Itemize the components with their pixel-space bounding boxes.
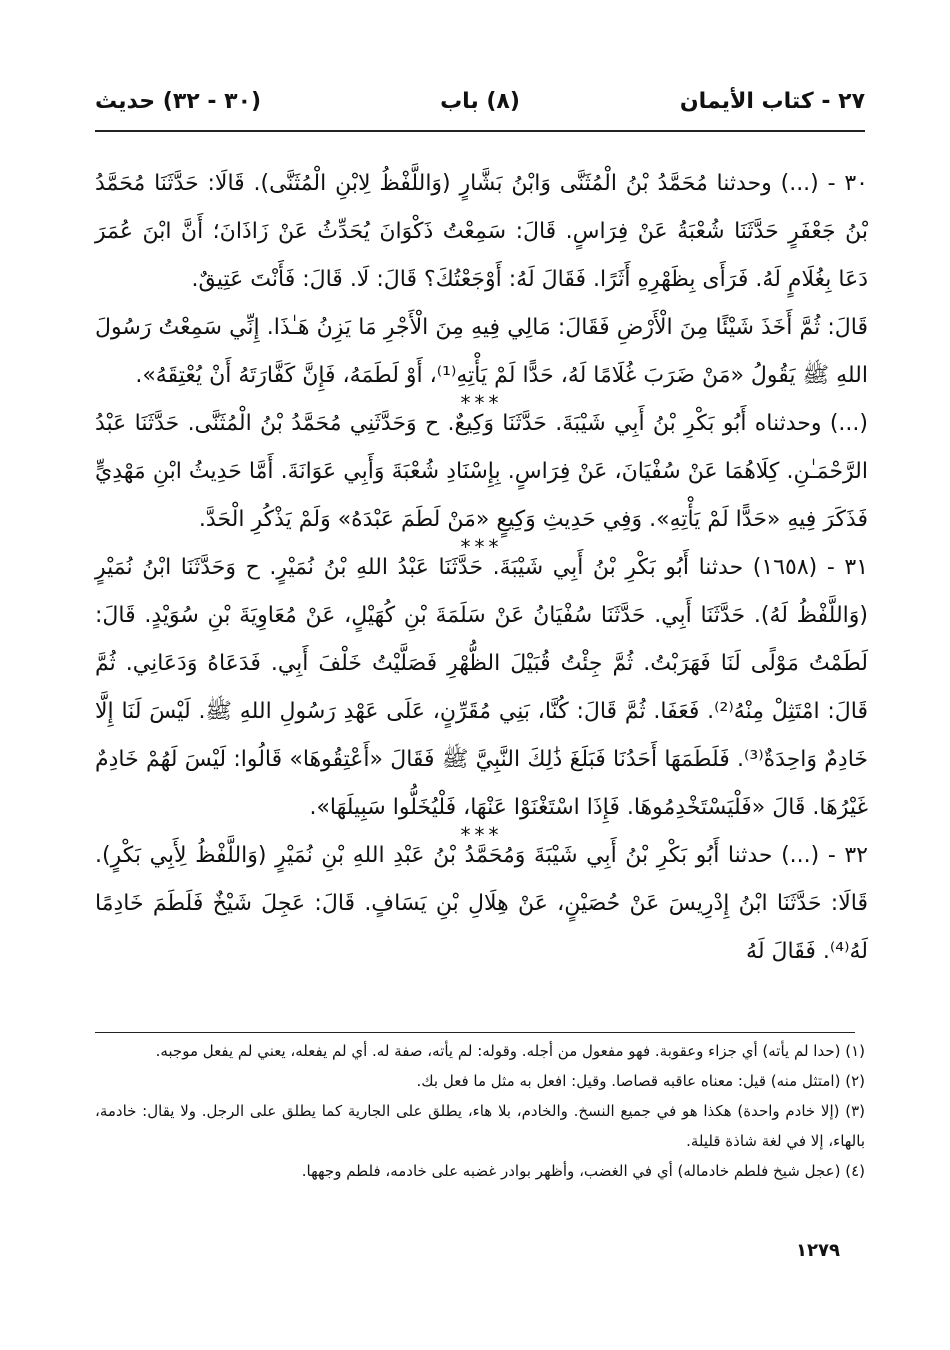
footnote-4: (٤) (عجل شيخ فلطم خادماله) أي في الغضب، وأظهر بوادر غضبه على خادمه، فلطم وجهها. bbox=[301, 1162, 865, 1180]
section-separator: *** bbox=[460, 823, 503, 847]
main-text bbox=[95, 160, 868, 976]
hadith-30-chain: (...) وحدثناه أَبُو بَكْرِ بْنُ أَبِي شَيْبَةَ. حَدَّثَنَا وَكِيعٌ. ح وَحَدَّثَنِي مُحَمَّدُ بْنُ الْمُثَنَّى. حَدَّثَنَا عَبْدُ الرَّحْمَـٰنِ. كِلَاهُمَا عَنْ سُفْيَانَ، عَنْ فِرَاسٍ. بِإِسْنَادِ شُعْبَةَ وَأَبِي عَوَانَةَ. أَمَّا حَدِيثُ ابْنِ مَهْدِيٍّ فَذَكَرَ فِيهِ «حَدًّا لَمْ يَأْتِهِ». وَفِي حَدِيثِ وَكِيعٍ «مَنْ لَطَمَ عَبْدَهُ» وَلَمْ يَذْكُرِ الْحَدَّ. bbox=[95, 411, 868, 532]
hadith-32: ٣٢ - (...) حدثنا أَبُو بَكْرِ بْنُ أَبِي شَيْبَةَ وَمُحَمَّدُ بْنُ عَبْدِ اللهِ بْنِ نُمَيْرٍ (وَاللَّفْظُ لِأَبِي بَكْرٍ). قَالَا: حَدَّثَنَا ابْنُ إِدْرِيسَ عَنْ حُصَيْنٍ، عَنْ هِلَالِ بْنِ يَسَافٍ. قَالَ: عَجِلَ شَيْخٌ فَلَطَمَ خَادِمًا لَهُ⁽⁴⁾. فَقَالَ لَهُ bbox=[95, 843, 868, 964]
running-header bbox=[95, 85, 865, 127]
book-title: ٢٧ - كتاب الأيمان bbox=[679, 89, 865, 114]
chapter-label: (٨) باب bbox=[440, 89, 520, 114]
footnote-rule bbox=[95, 1032, 855, 1033]
footnotes bbox=[95, 1036, 865, 1186]
footnote-3: (٣) (إلا خادم واحدة) هكذا هو في جميع النسخ. والخادم، بلا هاء، يطلق على الجارية كما يطلق على الرجل. ولا يقال: خادمة، بالهاء، إلا في لغة شاذة قليلة. bbox=[95, 1102, 865, 1150]
header-rule bbox=[95, 130, 865, 132]
footnote-1: (١) (حدا لم يأته) أي جزاء وعقوبة. فهو مفعول من أجله. وقوله: لم يأته، صفة له. أي لم يفعله، يعني لم يفعل موجبه. bbox=[155, 1042, 865, 1060]
hadith-31: ٣١ - (١٦٥٨) حدثنا أَبُو بَكْرِ بْنُ أَبِي شَيْبَةَ. حَدَّثَنَا عَبْدُ اللهِ بْنُ نُمَيْرٍ. ح وَحَدَّثَنَا ابْنُ نُمَيْرٍ (وَاللَّفْظُ لَهُ). حَدَّثَنَا أَبِي. حَدَّثَنَا سُفْيَانُ عَنْ سَلَمَةَ بْنِ كُهَيْلٍ، عَنْ مُعَاوِيَةَ بْنِ سُوَيْدٍ. قَالَ: لَطَمْتُ مَوْلًى لَنَا فَهَرَبْتُ. ثُمَّ جِئْتُ قُبَيْلَ الظُّهْرِ فَصَلَّيْتُ خَلْفَ أَبِي. فَدَعَاهُ وَدَعَانِي. ثُمَّ قَالَ: امْتَثِلْ مِنْهُ⁽²⁾. فَعَفَا. ثُمَّ قَالَ: كُنَّا، بَنِي مُقَرِّنٍ، عَلَى عَهْدِ رَسُولِ اللهِ ﷺ. لَيْسَ لَنَا إِلَّا خَادِمٌ وَاحِدَةٌ⁽³⁾. فَلَطَمَهَا أَحَدُنَا فَبَلَغَ ذَٰلِكَ النَّبِيَّ ﷺ فَقَالَ «أَعْتِقُوهَا» قَالُوا: لَيْسَ لَهُمْ خَادِمٌ غَيْرُهَا. قَالَ «فَلْيَسْتَخْدِمُوهَا. فَإِذَا اسْتَغْنَوْا عَنْهَا، فَلْيُخَلُّوا سَبِيلَهَا». bbox=[95, 555, 869, 820]
page-number: ١٢٧٩ bbox=[796, 1240, 840, 1261]
hadith-range: (٣٠ - ٣٢) حديث bbox=[95, 89, 262, 114]
hadith-30: ٣٠ - (...) وحدثنا مُحَمَّدُ بْنُ الْمُثَنَّى وَابْنُ بَشَّارٍ (وَاللَّفْظُ لِابْنِ الْمُثَنَّى). قَالَا: حَدَّثَنَا مُحَمَّدُ بْنُ جَعْفَرٍ حَدَّثَنَا شُعْبَةُ عَنْ فِرَاسٍ. قَالَ: سَمِعْتُ ذَكْوَانَ يُحَدِّثُ عَنْ زَاذَانَ؛ أَنَّ ابْنَ عُمَرَ دَعَا بِغُلَامٍ لَهُ. فَرَأَى بِظَهْرِهِ أَثَرًا. فَقَالَ لَهُ: أَوْجَعْتُكَ؟ قَالَ: لَا. قَالَ: فَأَنْتَ عَتِيقٌ. bbox=[95, 171, 868, 292]
hadith-30-continued: قَالَ: ثُمَّ أَخَذَ شَيْئًا مِنَ الْأَرْضِ فَقَالَ: مَالِي فِيهِ مِنَ الْأَجْرِ مَا يَزِنُ هَـٰذَا. إِنِّي سَمِعْتُ رَسُولَ اللهِ ﷺ يَقُولُ «مَنْ ضَرَبَ غُلَامًا لَهُ، حَدًّا لَمْ يَأْتِهِ⁽¹⁾، أَوْ لَطَمَهُ، فَإِنَّ كَفَّارَتَهُ أَنْ يُعْتِقَهُ». bbox=[95, 315, 868, 388]
section-separator: *** bbox=[460, 391, 503, 415]
footnote-2: (٢) (امتثل منه) قيل: معناه عاقبه قصاصا. وقيل: افعل به مثل ما فعل بك. bbox=[416, 1072, 865, 1090]
section-separator: *** bbox=[460, 535, 503, 559]
